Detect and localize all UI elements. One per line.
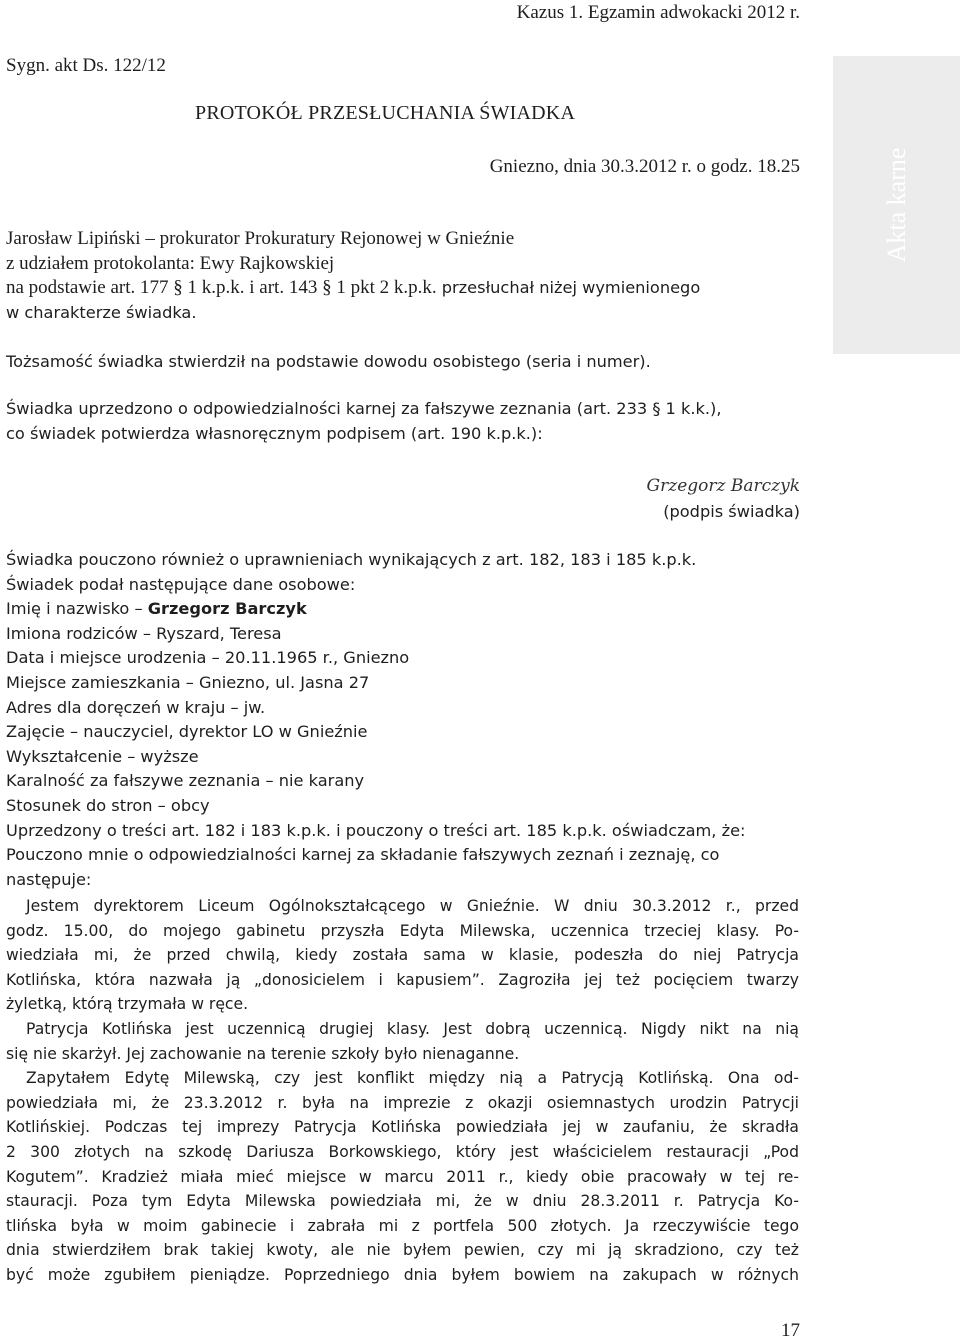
testimony-line: 2 300 złotych na szkodę Dariusza Borkowskiego, który jest właścicielem restauracji „Pod [6, 1142, 799, 1161]
personal-address: Adres dla doręczeń w kraju – jw. [6, 697, 266, 717]
testimony-line: Kogutem”. Kradzież miała mieć miejsce w marcu 2011 r., kiedy obie pracowały w tej re- [6, 1167, 799, 1186]
warning-line: co świadek potwierdza własnoręcznym podpisem (art. 190 k.p.k.): [6, 423, 543, 443]
testimony-line: powiedziała mi, że 23.3.2012 r. była na imprezie z okazji osiemnastych urodzin Patrycji [6, 1093, 799, 1112]
personal-parents: Imiona rodziców – Ryszard, Teresa [6, 623, 282, 643]
intro-paragraph [6, 227, 700, 325]
warning-line: Świadka uprzedzono o odpowiedzialności karnej za fałszywe zeznania (art. 233 § 1 k.k.), [6, 399, 722, 418]
identity-note [6, 350, 651, 375]
testimony-line: Jestem dyrektorem Liceum Ogólnokształcącego w Gnieźnie. W dniu 30.3.2012 r., przed [26, 897, 799, 915]
rights-note: Świadka pouczono również o uprawnieniach wynikających z art. 182, 183 i 185 k.p.k. [6, 550, 697, 569]
personal-name [6, 597, 746, 622]
witness-name: Grzegorz Barczyk [147, 599, 307, 619]
testimony-line: żyletką, którą trzymała w ręce. [6, 995, 249, 1014]
personal-birth: Data i miejsce urodzenia – 20.11.1965 r., Gniezno [6, 648, 410, 668]
warning-paragraph [6, 397, 722, 446]
testimony-line: być może zgubiłem pieniądze. Poprzedniego dnia byłem bowiem na zakupach w różnych [6, 1265, 799, 1284]
identity-line: Tożsamość świadka stwierdził na podstawie dowodu osobistego (seria i numer). [6, 352, 651, 371]
personal-record: Karalność za fałszywe zeznania – nie karany [6, 771, 365, 791]
testimony-line: się nie skarżył. Jej zachowanie na terenie szkoły było nienaganne. [6, 1044, 520, 1063]
testimony-line: wiedziała mi, że przed chwilą, kiedy została sama w klasie, podeszła do niej Patrycja [6, 946, 799, 965]
testimony-line: Zapytałem Edytę Milewską, czy jest konflikt między nią a Patrycją Kotlińską. Ona od- [26, 1069, 799, 1088]
testimony-line: godz. 15.00, do mojego gabinetu przyszła Edyta Milewska, uczennica trzeciej klasy. Po- [6, 921, 799, 940]
personal-data [6, 548, 746, 892]
personal-residence: Miejsce zamieszkania – Gniezno, ul. Jasna 27 [6, 672, 370, 692]
signature-block [647, 474, 800, 524]
testimony-line: tlińska była w moim gabinecie i zabrała mi z portfela 500 złotych. Ja rzeczywiście tego [6, 1216, 799, 1235]
testimony-line: dnia stwierdziłem brak takiej kwoty, ale nie byłem pewien, czy mi ją skradziono, czy też [6, 1241, 799, 1260]
page-number: 17 [781, 1320, 800, 1341]
name-label: Imię i nazwisko – [6, 599, 148, 619]
intro-line: z udziałem protokolanta: Ewy Rajkowskiej [6, 252, 335, 274]
testimony-line: Kotlińskiej. Podczas tej imprezy Patrycja Kotlińska powiedziała jej w zaufaniu, że skradła [6, 1118, 799, 1137]
section-side-tab [833, 56, 960, 354]
intro-line-part: na podstawie art. 177 § 1 k.p.k. i art. 143 § 1 pkt 2 k.p.k. [6, 277, 437, 299]
testimony-line: stauracji. Poza tym Edyta Milewska powiedziała mi, że w dniu 28.3.2011 r. Patrycja Ko- [6, 1192, 799, 1211]
intro-line-part: przesłuchał niżej wymienionego [436, 278, 701, 298]
personal-occupation: Zajęcie – nauczyciel, dyrektor LO w Gnieźnie [6, 722, 368, 742]
case-number: Sygn. akt Ds. 122/12 [6, 55, 166, 76]
intro-line [6, 276, 700, 301]
testimony [6, 894, 799, 1288]
testimony-line: Patrycja Kotlińska jest uczennicą drugiej klasy. Jest dobrą uczennicą. Nigdy nikt na nią [26, 1019, 799, 1038]
declaration: Uprzedzony o treści art. 182 i 183 k.p.k. i pouczony o treści art. 185 k.p.k. oświadczam, że: [6, 820, 746, 840]
intro-line: Jarosław Lipiński – prokurator Prokuratury Rejonowej w Gnieźnie [6, 228, 515, 249]
personal-intro: Świadek podał następujące dane osobowe: [6, 574, 356, 594]
signature-caption: (podpis świadka) [663, 502, 800, 521]
personal-relation: Stosunek do stron – obcy [6, 795, 210, 815]
date-line: Gniezno, dnia 30.3.2012 r. o godz. 18.25 [489, 156, 800, 177]
running-header: Kazus 1. Egzamin adwokacki 2012 r. [516, 2, 800, 23]
warned-line: Pouczono mnie o odpowiedzialności karnej za składanie fałszywych zeznań i zeznaję, co [6, 845, 720, 865]
warned-line: następuje: [6, 869, 92, 889]
intro-line: w charakterze świadka. [6, 302, 197, 322]
personal-education: Wykształcenie – wyższe [6, 746, 199, 766]
side-tab-label: Akta karne [881, 147, 911, 263]
witness-signature: Grzegorz Barczyk [646, 476, 800, 496]
testimony-line: Kotlińska, która nazwała ją „donosicielem i kapusiem”. Zagroziła jej też pocięciem twarzy [6, 970, 799, 989]
document-title: PROTOKÓŁ PRZESŁUCHANIA ŚWIADKA [195, 102, 576, 124]
